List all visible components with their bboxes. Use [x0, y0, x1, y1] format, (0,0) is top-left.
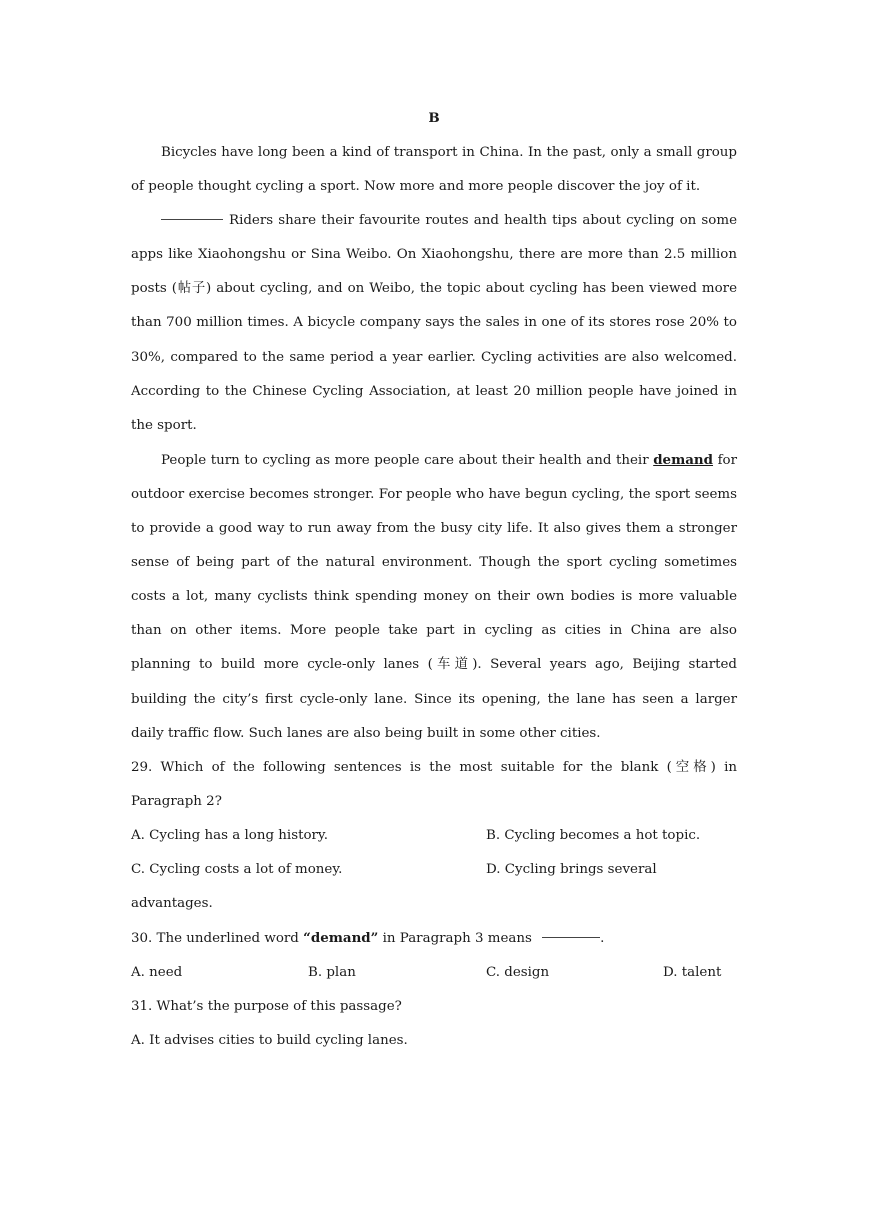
option-29-d: D. Cycling brings several	[486, 861, 657, 877]
q30-quoted-word: “demand”	[303, 930, 379, 947]
option-29-a: A. Cycling has a long history.	[131, 827, 328, 843]
passage-paragraph-3	[131, 443, 737, 751]
question-30-stem	[131, 921, 737, 956]
passage-paragraph-1: Bicycles have long been a kind of transport in China. In the past, only a small group of people thought cycling a sport. Now more and more people discover the joy of it.	[131, 145, 737, 195]
q30-stem-middle: in Paragraph 3 means	[378, 931, 537, 947]
section-heading: B	[428, 110, 440, 126]
question-29-options-row-1	[131, 819, 737, 853]
question-29-stem: 29. Which of the following sentences is the most suitable for the blank (空格) in Paragraph 2?	[131, 759, 737, 809]
document-page	[131, 100, 737, 1059]
option-30-c: C. design	[486, 965, 550, 981]
paragraph-2-text: Riders share their favourite routes and health tips about cycling on some apps like Xiaohongshu or Sina Weibo. On Xiaohongshu, there are more than 2.5 million posts (帖子) about cycling, and on Weibo, the topic about cycling has been viewed more than 700 million times. A bicycle company says the sales in one of its stores rose 20% to 30%, compared to the same period a year earlier. Cycling activities are also welcomed. According to the Chinese Cycling Association, at least 20 million people have joined in the sport.	[131, 213, 737, 433]
option-29-d-continuation: advantages.	[131, 896, 213, 912]
q30-stem-start: 30. The underlined word	[131, 931, 304, 947]
underlined-word: demand	[653, 451, 714, 468]
option-30-d: D. talent	[663, 965, 722, 981]
paragraph-3-text-start: People turn to cycling as more people care about their health and their	[161, 452, 654, 468]
option-30-a: A. need	[131, 965, 183, 981]
question-30-options-row	[131, 956, 737, 990]
option-29-c: C. Cycling costs a lot of money.	[131, 861, 343, 877]
question-31-stem: 31. What’s the purpose of this passage?	[131, 999, 402, 1015]
option-31-a: A. It advises cities to build cycling lanes.	[131, 1033, 408, 1049]
question-29-options-row-2	[131, 853, 737, 887]
option-30-b: B. plan	[308, 965, 356, 981]
option-29-b: B. Cycling becomes a hot topic.	[486, 827, 701, 843]
answer-blank-30	[542, 937, 600, 938]
answer-blank	[161, 219, 223, 220]
q30-stem-end: .	[600, 931, 605, 947]
passage-paragraph-2	[131, 204, 737, 443]
paragraph-3-text-rest: for outdoor exercise becomes stronger. For people who have begun cycling, the sport seems to provide a good way to run away from the busy city life. It also gives them a stronger sense of being part of the natural environment. Though the sport cycling sometimes costs a lot, many cyclists think spending money on their own bodies is more valuable than on other items. More people take part in cycling as cities in China are also planning to build more cycle-only lanes (车道). Several years ago, Beijing started building the city’s first cycle-only lane. Since its opening, the lane has seen a larger daily traffic flow. Such lanes are also being built in some other cities.	[131, 452, 737, 741]
